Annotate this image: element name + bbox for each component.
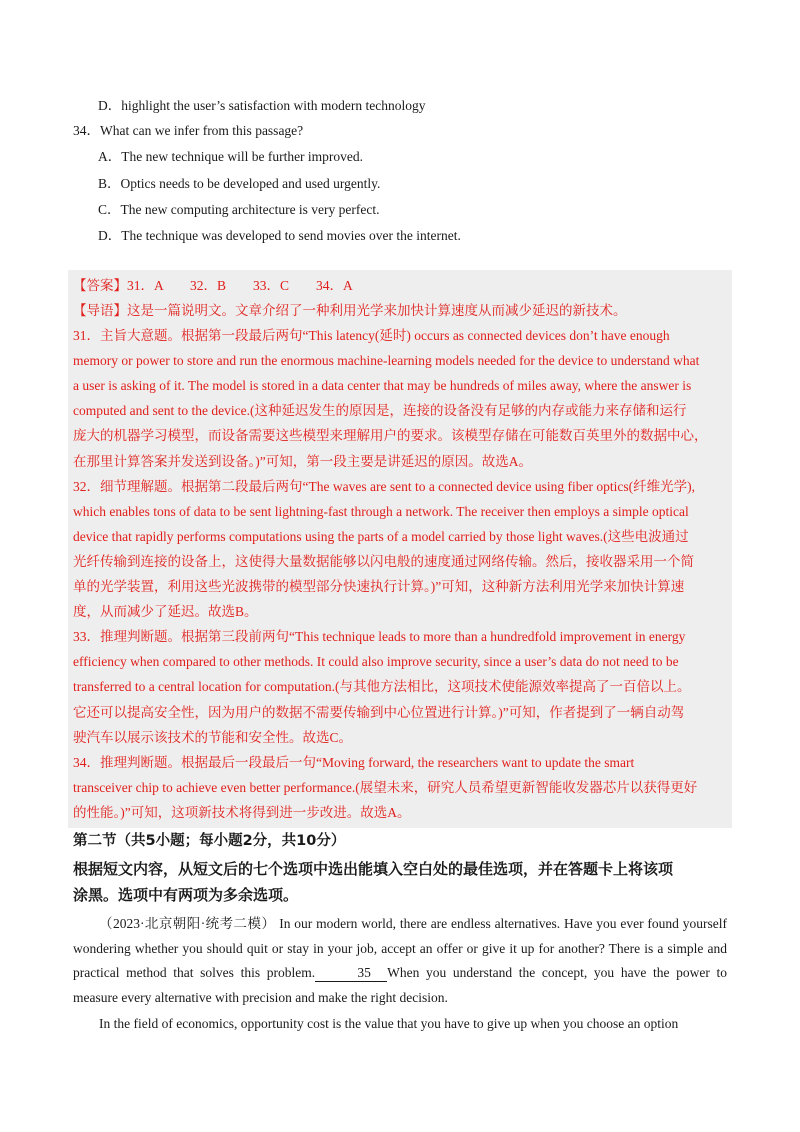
guide-line: 【导语】这是一篇说明文。文章介绍了一种利用光学来加快计算速度从而减少延迟的新技术。 (73, 303, 627, 318)
section-instruction-2: 涂黑。选项中有两项为多余选项。 (73, 886, 299, 904)
q33-option-d: D．highlight the user’s satisfaction with modern technology (98, 98, 426, 113)
blank-35: 35 (315, 965, 387, 982)
explanation-line: 单的光学装置，利用这些光波携带的模型部分快速执行计算。)”可知，这种新方法利用光学来加快计算速 (73, 579, 685, 594)
section-instruction-1: 根据短文内容，从短文后的七个选项中选出能填入空白处的最佳选项，并在答题卡上将该项 (73, 860, 674, 878)
explanation-line: memory or power to store and run the enormous machine-learning models needed for the device to understand what (73, 353, 700, 369)
explanation-line: 在那里计算答案并发送到设备。)”可知，第一段主要是讲延迟的原因。故选A。 (73, 453, 532, 469)
explanation-line: 驶汽车以展示该技术的节能和安全性。故选C。 (73, 729, 353, 745)
q34-option-b: B．Optics needs to be developed and used urgently. (98, 176, 381, 191)
explanation-line: a user is asking of it. The model is stored in a data center that may be hundreds of miles away, where the answer is (73, 378, 692, 394)
section-two-heading: 第二节（共5小题；每小题2分，共10分） (73, 833, 346, 849)
explanation-line: transceiver chip to achieve even better performance.(展望未来，研究人员希望更新智能收发器芯片以获得更好 (73, 779, 698, 795)
explanation-line: 庞大的机器学习模型，而设备需要这些模型来理解用户的要求。该模型存储在可能数百英里外的数据中心， (73, 428, 708, 444)
explanation-line: 33．推理判断题。根据第三段前两句“This technique leads to more than a hundredfold improvement in energy (73, 629, 686, 645)
passage-source: （2023·北京朝阳·统考二模） (99, 916, 276, 931)
explanation-line: efficiency when compared to other methods. It could also improve security, since a user’s data do not need to be (73, 654, 679, 670)
passage-paragraph-2: In the field of economics, opportunity cost is the value that you have to give up when you choose an option (99, 1016, 679, 1031)
q34-stem: 34．What can we infer from this passage? (73, 123, 304, 138)
explanation-line: 34．推理判断题。根据最后一段最后一句“Moving forward, the researchers want to update the smart (73, 754, 635, 770)
explanation-line: 32．细节理解题。根据第二段最后两句“The waves are sent to a connected device using fiber optics(纤维光学), (73, 478, 695, 494)
passage-text-1a: In our modern world, there are endless alternatives. Have you ever found yourself wondering whether you should quit or stay in your job, accept an offer or give it up for another? There is a simple and practical method that solves this problem. (73, 916, 727, 981)
q34-option-a: A．The new technique will be further improved. (98, 149, 364, 164)
explanation-line: which enables tons of data to be sent lightning-fast through a network. The receiver then employs a simple optical (73, 503, 689, 519)
explanation-line: device that rapidly performs computations using the parts of a model carried by those light waves.(这些电波通过 (73, 528, 689, 544)
explanation-line: transferred to a central location for computation.(与其他方法相比，这项技术使能源效率提高了一百倍以上。 (73, 679, 691, 695)
explanation-line: 31．主旨大意题。根据第一段最后两句“This latency(延时) occurs as connected devices don’t have enough (73, 328, 670, 343)
q34-option-d: D．The technique was developed to send movies over the internet. (98, 228, 461, 243)
explanation-line: computed and sent to the device.(这种延迟发生的原因是，连接的设备没有足够的内存或能力来存储和运行 (73, 403, 687, 419)
passage-text-1b: When you understand the concept, you have the power to measure every alternative with precision and make the right decision. (73, 965, 727, 1006)
explanation-line: 的性能。)”可知，这项新技术将得到进一步改进。故选A。 (73, 804, 411, 820)
explanation-line: 光纤传输到连接的设备上，这使得大量数据能够以闪电般的速度通过网络传输。然后，接收器采用一个简 (73, 553, 694, 569)
q34-option-c: C．The new computing architecture is very perfect. (98, 202, 380, 217)
passage-paragraph-1 (73, 912, 727, 1011)
explanation-line: 度，从而减少了延迟。故选B。 (73, 604, 258, 620)
explanation-line: 它还可以提高安全性，因为用户的数据不需要传输到中心位置进行计算。)”可知，作者提到了一辆自动驾 (73, 704, 685, 720)
answer-key-line: 【答案】31．A 32．B 33．C 34．A (73, 278, 353, 293)
